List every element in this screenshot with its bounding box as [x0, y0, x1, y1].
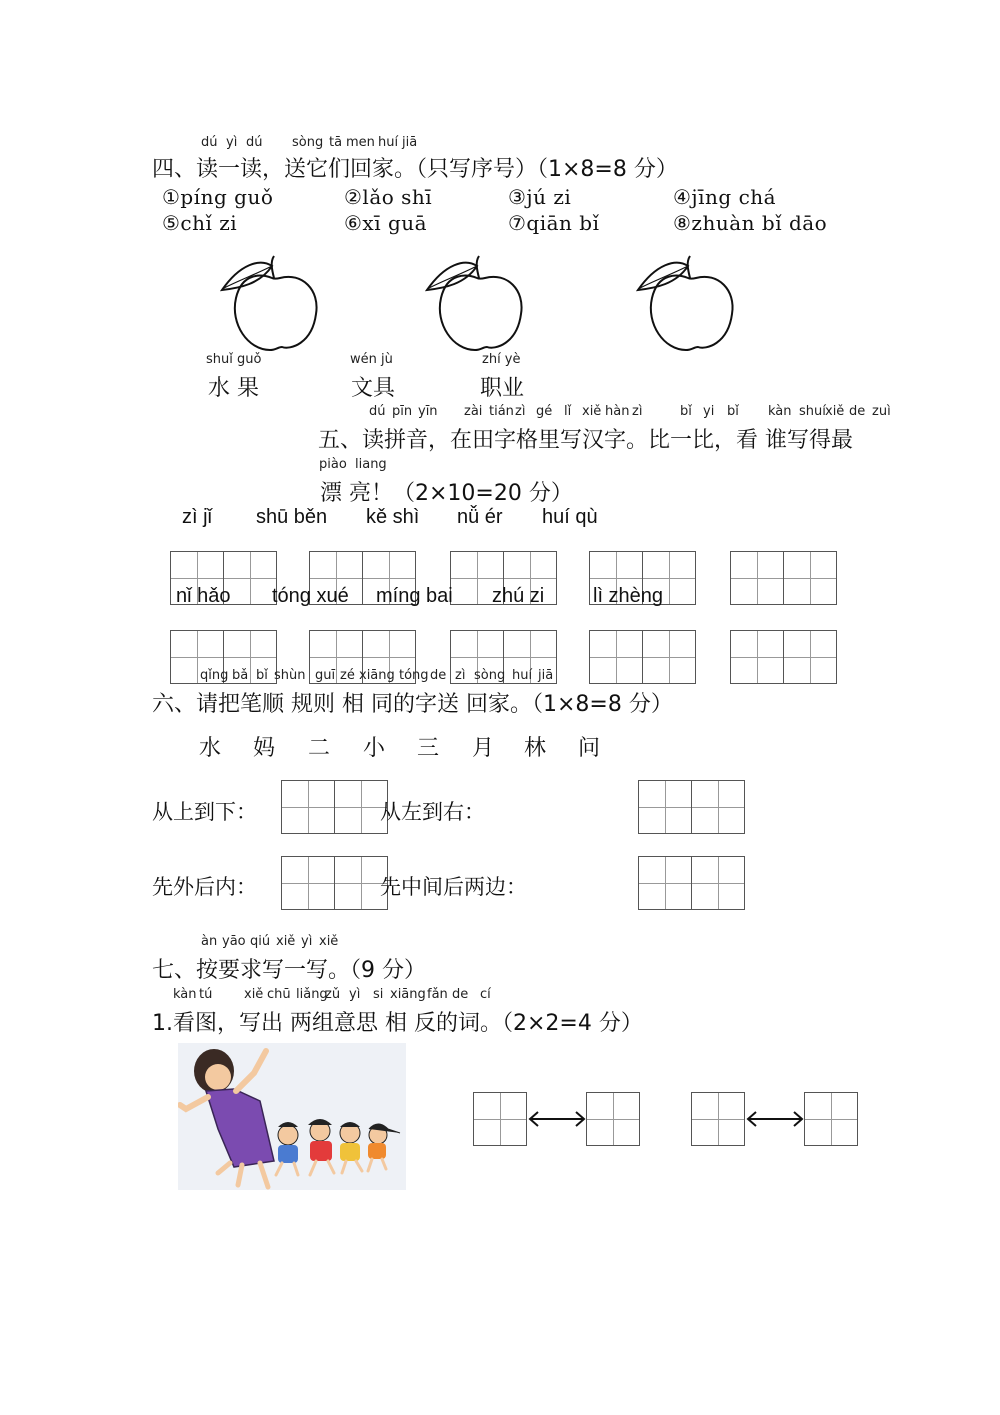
pinyin-word: zì jǐ: [182, 506, 212, 528]
pinyin: huí: [512, 668, 533, 683]
pinyin: xiě: [244, 987, 264, 1002]
pinyin: yi: [703, 404, 715, 419]
char: 林: [524, 736, 547, 761]
option: ②lǎo shī: [344, 185, 433, 209]
writing-grid[interactable]: [804, 1092, 858, 1146]
pinyin: zuì: [872, 404, 891, 419]
pinyin: sòng: [474, 668, 506, 683]
pinyin: lǐ: [564, 404, 572, 419]
teacher-children-image: [178, 1043, 406, 1190]
pinyin: zài: [464, 404, 483, 419]
pinyin: yāo: [222, 934, 246, 949]
question-1: 1.看图，写出 两组意思 相 反的词。（2×2=4 分）: [152, 1011, 643, 1036]
pinyin: zì: [455, 668, 466, 683]
pinyin: zé: [340, 668, 355, 683]
category-pinyin: zhí yè: [482, 352, 521, 367]
pinyin: dú: [201, 135, 218, 150]
option: ④jīng chá: [673, 185, 777, 209]
pinyin: de: [452, 987, 469, 1002]
pinyin: jiā: [538, 668, 554, 683]
writing-grid[interactable]: [638, 780, 745, 834]
pinyin: men: [346, 135, 375, 150]
pinyin-word: tóng xué: [272, 585, 349, 607]
section6-heading: 六、请把笔顺 规则 相 同的字送 回家。（1×8=8 分）: [152, 692, 673, 717]
pinyin: shùn: [274, 668, 306, 683]
pinyin: yì: [301, 934, 313, 949]
pinyin: de: [430, 668, 447, 683]
option: ③jú zi: [508, 185, 572, 209]
pinyin: dú: [369, 404, 386, 419]
char: 妈: [253, 736, 276, 761]
char: 三: [417, 736, 440, 761]
pinyin-word: nǐ hǎo: [176, 585, 231, 607]
pinyin: hàn: [605, 404, 630, 419]
pinyin: liang: [355, 457, 387, 472]
pinyin: xiāng: [390, 987, 426, 1002]
pinyin: jiā: [402, 135, 418, 150]
pinyin: kàn: [173, 987, 197, 1002]
pinyin: zì: [515, 404, 526, 419]
pinyin: guī: [315, 668, 336, 683]
pinyin: bǐ: [256, 668, 268, 683]
pinyin-word: zhú zi: [492, 585, 545, 607]
pinyin: tā: [329, 135, 343, 150]
writing-grid[interactable]: [281, 780, 388, 834]
pinyin: chū: [267, 987, 291, 1002]
writing-grid[interactable]: [638, 856, 745, 910]
pinyin: yīn: [418, 404, 438, 419]
section4-heading: 四、读一读，送它们回家。（只写序号）（1×8=8 分）: [152, 157, 678, 182]
char: 月: [472, 736, 495, 761]
rule-label: 从上到下：: [152, 800, 257, 824]
section5-heading-cont: 漂 亮！（2×10=20 分）: [320, 481, 573, 506]
char: 问: [578, 736, 601, 761]
pinyin: de: [849, 404, 866, 419]
pinyin: cí: [480, 987, 491, 1002]
pinyin: zì: [632, 404, 643, 419]
pinyin-word: lì zhèng: [593, 585, 664, 607]
pinyin-word: huí qù: [542, 506, 598, 528]
pinyin: tóng: [399, 668, 429, 683]
section7-heading: 七、按要求写一写。（9 分）: [152, 958, 426, 983]
pinyin: pīn: [392, 404, 413, 419]
pinyin: huí: [378, 135, 399, 150]
char: 小: [363, 736, 386, 761]
char: 二: [308, 736, 331, 761]
rule-label: 先中间后两边：: [380, 875, 527, 899]
option: ⑦qiān bǐ: [508, 211, 600, 235]
writing-grid[interactable]: [586, 1092, 640, 1146]
writing-grid[interactable]: [730, 630, 837, 684]
pinyin: àn: [201, 934, 218, 949]
category-pinyin: shuǐ guǒ: [206, 352, 262, 367]
illustration-teacher-children: [178, 1043, 406, 1190]
pinyin: qiú: [250, 934, 271, 949]
pinyin: bǐ: [727, 404, 739, 419]
option: ⑤chǐ zi: [162, 211, 238, 235]
option: ①píng guǒ: [162, 185, 274, 209]
pinyin: shuí: [799, 404, 826, 419]
rule-label: 先外后内：: [152, 875, 257, 899]
apple-outline-icon: [425, 254, 529, 354]
pinyin: tú: [199, 987, 213, 1002]
category-label: 职业: [480, 376, 525, 401]
writing-grid[interactable]: [730, 551, 837, 605]
pinyin: xiě: [319, 934, 339, 949]
double-arrow-icon: [528, 1110, 586, 1128]
writing-grid[interactable]: [281, 856, 388, 910]
pinyin: fǎn: [427, 987, 448, 1002]
writing-grid[interactable]: [589, 630, 696, 684]
pinyin-word: shū běn: [256, 506, 328, 528]
pinyin: si: [373, 987, 384, 1002]
pinyin: yì: [226, 135, 238, 150]
pinyin: bǎ: [232, 668, 249, 683]
pinyin: kàn: [768, 404, 792, 419]
pinyin: xiāng: [359, 668, 395, 683]
pinyin: sòng: [292, 135, 324, 150]
pinyin: gé: [536, 404, 553, 419]
option: ⑥xī guā: [344, 211, 428, 235]
writing-grid[interactable]: [473, 1092, 527, 1146]
pinyin: tián: [489, 404, 514, 419]
writing-grid[interactable]: [691, 1092, 745, 1146]
pinyin: piào: [319, 457, 347, 472]
pinyin: bǐ: [680, 404, 692, 419]
rule-label: 从左到右：: [380, 800, 485, 824]
apple-outline-icon: [636, 254, 740, 354]
pinyin-word: míng bai: [376, 585, 453, 607]
pinyin: xiě: [582, 404, 602, 419]
pinyin: xiě: [825, 404, 845, 419]
apple-outline-icon: [220, 254, 324, 354]
pinyin: liǎng: [296, 987, 328, 1002]
double-arrow-icon: [746, 1110, 804, 1128]
section5-heading: 五、读拼音，在田字格里写汉字。比一比，看 谁写得最: [318, 428, 853, 453]
pinyin: dú: [246, 135, 263, 150]
pinyin: xiě: [276, 934, 296, 949]
category-label: 文具: [351, 376, 396, 401]
pinyin: yì: [349, 987, 361, 1002]
pinyin-word: kě shì: [366, 506, 420, 528]
category-pinyin: wén jù: [350, 352, 393, 367]
pinyin: zǔ: [325, 987, 341, 1002]
pinyin-word: nǚ ér: [457, 506, 503, 528]
char: 水: [199, 736, 222, 761]
category-label: 水 果: [208, 376, 259, 401]
pinyin: qǐng: [200, 668, 229, 683]
option: ⑧zhuàn bǐ dāo: [673, 211, 828, 235]
